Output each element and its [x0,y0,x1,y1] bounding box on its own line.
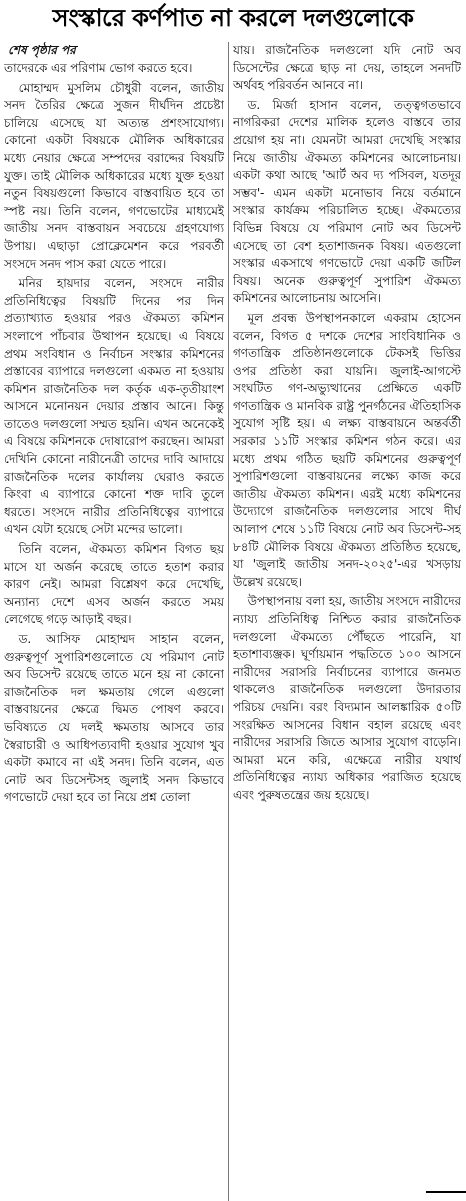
paragraph: মূল প্রবন্ধ উপস্থাপনকালে একরাম হোসেন বলেন, বিগত ৫ দশকে দেশের সাংবিধানিক ও গণতান্ত্রিক প্রতিষ্ঠানগুলোকে টেকসই ভিত্তির ওপর প্রতিষ্ঠা করা যায়নি। জুলাই-আগস্টে সংঘটিত গণ-অভ্যুত্থানের প্রেক্ষিতে একটি গণতান্ত্রিক ও মানবিক রাষ্ট্র পুনর্গঠনের ঐতিহাসিক সুযোগ সৃষ্টি হয়। এ লক্ষ্য বাস্তবায়নে অন্তর্বর্তী সরকার ১১টি সংস্কার কমিশন গঠন করে। এর মধ্যে প্রথম গঠিত ছয়টি কমিশনের গুরুত্বপূর্ণ সুপারিশগুলো বাস্তবায়নের লক্ষ্যে কাজ করে জাতীয় ঐকমত্য কমিশন। এরই মধ্যে কমিশনের উদ্যোগে রাজনৈতিক দলগুলোর সাথে দীর্ঘ আলাপ শেষে ১১টি বিষয়ে নোট অব ডিসেন্ট-সহ ৮৪টি মৌলিক বিষয়ে ঐকমত্য প্রতিষ্ঠিত হয়েছে, যা 'জুলাই জাতীয় সনদ-২০২৫'-এর খসড়ায় উল্লেখ রয়েছে। [233,310,461,589]
paragraph: মনির হায়দার বলেন, সংসদে নারীর প্রতিনিধিত্বের বিষয়টি দিনের পর দিন প্রত্যাখ্যাত হওয়ার পরও ঐকমত্য কমিশন সংলাপে পাঁচবার উত্থাপন হয়েছে। এ বিষয়ে প্রথম সংবিধান ও নির্বাচন সংস্কার কমিশনের প্রস্তাবের ব্যাপারে দলগুলো একমত না হওয়ায় কমিশন রাজনৈতিক দল কর্তৃক এক-তৃতীয়াংশ আসনে মনোনয়ন দেয়ার প্রস্তাব আনে। কিন্তু তাতেও দলগুলো সম্মত হয়নি। এখন অনেকেই এ বিষয়ে কমিশনকে দোষারোপ করছেন। আমরা দেখিনি কোনো নারীনেত্রী তাদের দাবি আদায়ে রাজনৈতিক দলের কার্যালয় ঘেরাও করতে কিংবা এ ব্যাপারে কোনো শক্ত দাবি তুলে ধরতে। সংসদে নারীর প্রতিনিধিত্বের ব্যাপারে এখন যেটা হয়েছে সেটা মন্দের ভালো। [4,276,224,537]
paragraph: উপস্থাপনায় বলা হয়, জাতীয় সংসদে নারীদের ন্যায্য প্রতিনিধিত্ব নিশ্চিত করার রাজনৈতিক দলগুলো ঐকমত্যে পৌঁছতে পারেনি, যা হতাশাব্যঞ্জক। ঘূর্ণায়মান পদ্ধতিতে ১০০ আসনে নারীদের সরাসরি নির্বাচনের ব্যাপারে জনমত থাকলেও রাজনৈতিক দলগুলো উদারতার পরিচয় দেয়নি। বরং বিদ্যমান আলঙ্কারিক ৫০টি সংরক্ষিত আসনের বিধান বহাল রয়েছে এবং নারীদের সরাসরি জিতে আসার সুযোগ বাড়েনি। আমরা মনে করি, এক্ষেত্রে নারীর যথার্থ প্রতিনিধিত্বের ন্যায্য অধিকার পরাজিত হয়েছে এবং পুরুষতন্ত্রের জয় হয়েছে। [233,594,461,802]
paragraph: ড. মির্জা হাসান বলেন, তত্ত্বগতভাবে নাগরিকরা দেশের মালিক হলেও বাস্তবে তার প্রয়োগ হয় না। যেমনটা আমরা দেখেছি সংস্কার নিয়ে জাতীয় ঐকমত্য কমিশনের আলোচনায়। একটা কথা আছে 'আর্ট অব দ্য পসিবল, যতদূর সম্ভব'- এমন একটা মনোভাব নিয়ে বর্তমানে সংস্কার কার্যক্রম পরিচালিত হচ্ছে। ঐকমত্যের বিভিন্ন বিষয়ে যে পরিমাণ নোট অব ডিসেন্ট এসেছে তা বেশ হতাশাজনক বিষয়। এতগুলো সংস্কার একসাথে গণভোটে দেয়া একটি জটিল বিষয়। অনেক গুরুত্বপূর্ণ সুপারিশ ঐকমত্য কমিশনের আলোচনায় আসেনি। [233,97,461,306]
right-column [233,42,461,1201]
paragraph: ড. আসিফ মোহাম্মদ সাহান বলেন, গুরুত্বপূর্ণ সুপারিশগুলোতে যে পরিমাণ নোট অব ডিসেন্ট রয়েছে তাতে মনে হয় না কোনো রাজনৈতিক দল ক্ষমতায় গেলে এগুলো বাস্তবায়নের ক্ষেত্রে দ্বিমত পোষণ করবে। ভবিষ্যতে যে দলই ক্ষমতায় আসবে তার স্বৈরাচারী ও আধিপত্যবাদী হওয়ার সুযোগ খুব একটা কমাবে না এই সনদ। তিনি বলেন, এত নোট অব ডিসেন্টসহ জুলাই সনদ কিভাবে গণভোটে দেয়া হবে তা নিয়ে প্রশ্ন তোলা [4,632,224,805]
paragraph: যায়। রাজনৈতিক দলগুলো যদি নোট অব ডিসেন্টের ক্ষেত্রে ছাড় না দেয়, তাহলে সনদটি অর্থবহ পরিবর্তন আনবে না। [233,43,461,93]
left-column [4,42,224,1201]
jump-line: শেষ পৃষ্ঠার পর [8,43,76,57]
column-divider [228,42,229,1201]
cut-off-fragment [426,1191,466,1201]
paragraph: তিনি বলেন, ঐকমত্য কমিশন বিগত ছয় মাসে যা অর্জন করেছে তাতে হতাশ করার কারণ নেই। আমরা বিশ্লেষণ করে দেখেছি, অন্যান্য দেশে এসব অর্জন করতে সময় লেগেছে গড়ে আড়াই বছর। [4,542,224,627]
article-body [4,42,462,1201]
headline: সংস্কারে কর্ণপাত না করলে দলগুলোকে [52,4,414,32]
paragraph: তাদেরকে এর পরিণাম ভোগ করতে হবে। [4,61,193,75]
paragraph: মোহাম্মদ মুসলিম চৌধুরী বলেন, জাতীয় সনদ তৈরির ক্ষেত্রে সুজন দীর্ঘদিন প্রচেষ্টা চালিয়ে এসেছে যা অত্যন্ত প্রশংসাযোগ্য। কোনো একটা বিষয়কে মৌলিক অধিকারের মধ্যে নেয়ার ক্ষেত্রে সম্পদের বরাদ্দের বিষয়টি যুক্ত। তাই মৌলিক অধিকারের মধ্যে যুক্ত হওয়া নতুন বিষয়গুলো কিভাবে বাস্তবায়িত হবে তা স্পষ্ট নয়। তিনি বলেন, গণভোটের মাধ্যমেই জাতীয় সনদ বাস্তবায়ন সবচেয়ে গ্রহণযোগ্য উপায়। এছাড়া প্রোক্লেমেশন করে পরবর্তী সংসদে সনদ পাস করা যেতে পারে। [4,80,224,271]
